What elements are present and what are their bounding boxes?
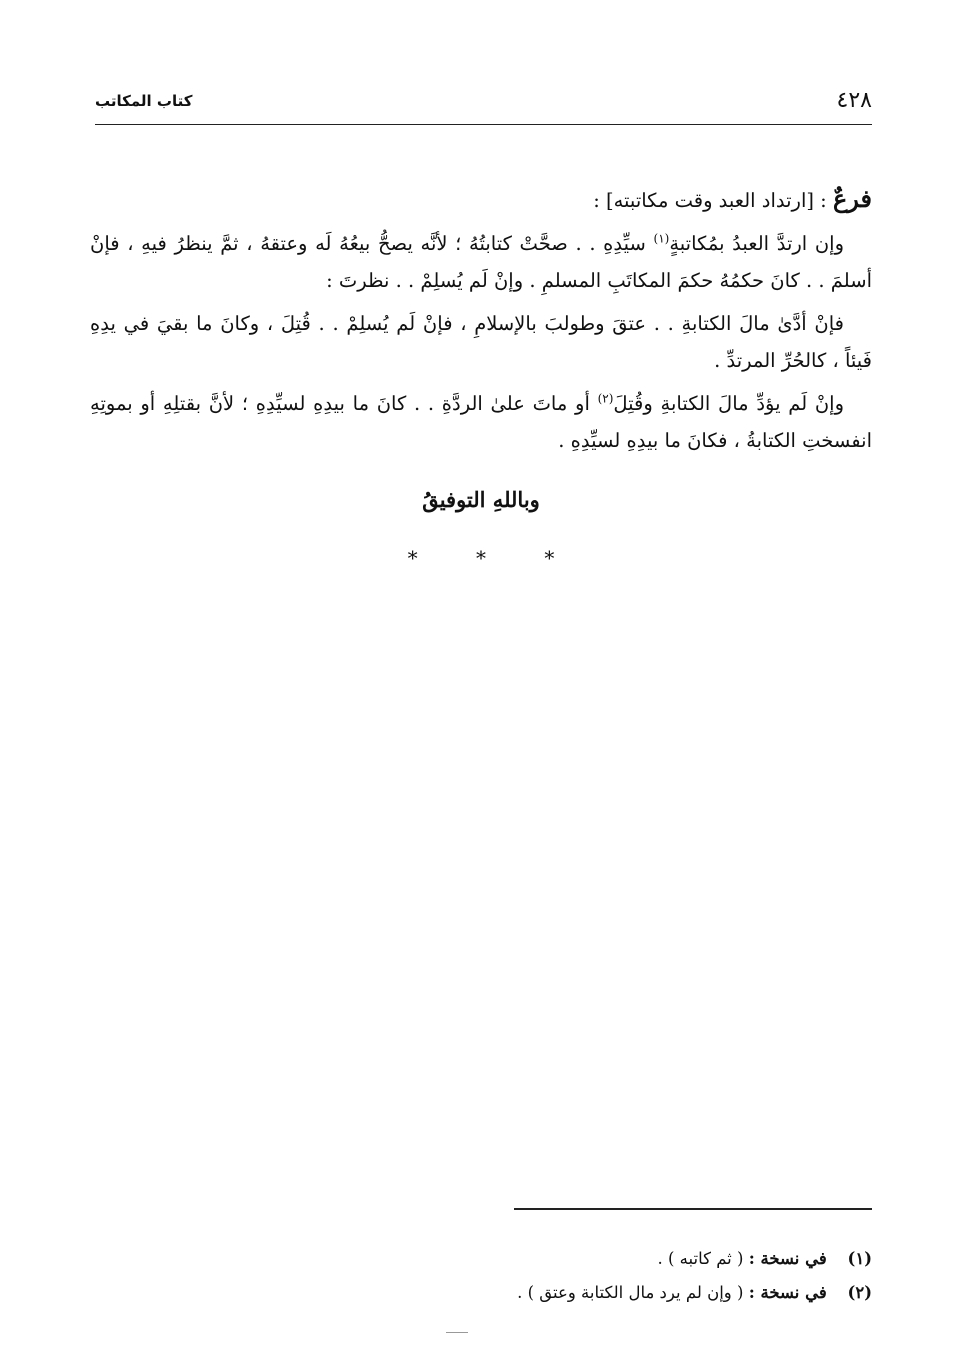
footnote-label: في نسخة : — [748, 1283, 827, 1302]
header-divider — [95, 124, 872, 125]
main-text — [90, 180, 872, 577]
footnote-text: ( وإن لم يرد مال الكتابة وعتق ) . — [517, 1283, 744, 1302]
footnote-text: ( ثم كاتبه ) . — [657, 1249, 744, 1268]
page-header — [95, 86, 872, 126]
paragraph-text: سيِّدِهِ . . صحَّتْ كتابتُهُ ؛ لأنَّه يصحُّ بيعُهُ لَه وعتقهُ ، ثمَّ ينظرُ فيهِ ، فإنْ أسلمَ . . كانَ حكمُهُ حكمَ المكاتَبِ المسلمِ . وإنْ لَم يُسلِمْ . . نظرتَ : — [90, 232, 872, 292]
separator-stars: * * * — [407, 546, 581, 570]
paragraph-2 — [90, 305, 872, 379]
paragraph-text: أو ماتَ علىٰ الردَّةِ . . كانَ ما بيدِهِ لسيِّدِهِ ؛ لأنَّ بقتلِهِ أو بموتِهِ انفسختِ الكتابةُ ، فكانَ ما بيدِهِ لسيِّدِهِ . — [90, 392, 872, 452]
paragraph-text: وإن ارتدَّ العبدُ بمُكاتبةٍ — [669, 232, 845, 255]
paragraph-text: فإنْ أدَّىٰ مالَ الكتابةِ . . عتقَ وطولبَ بالإسلامِ ، فإنْ لَم يُسلِمْ . . قُتِلَ ، وكانَ ما بقيَ في يدِهِ فَيئاً ، كالحُرِّ المرتدِّ . — [90, 312, 872, 372]
footnote-label: في نسخة : — [748, 1249, 827, 1268]
section-heading — [90, 180, 872, 219]
section-label: فرعٌ — [832, 184, 872, 213]
section-title: : [ارتداد العبد وقت مكاتبته] : — [593, 189, 827, 212]
paragraph-3 — [90, 385, 872, 459]
footnotes — [272, 1242, 872, 1310]
footnote-number: (٢) — [847, 1283, 872, 1302]
footnote-ref: (٢) — [597, 391, 614, 406]
footnote — [272, 1276, 872, 1310]
bottom-mark — [446, 1332, 468, 1333]
page-number: ٤٢٨ — [836, 88, 872, 113]
footnote — [272, 1242, 872, 1276]
footnote-ref: (١) — [653, 231, 670, 246]
closing-phrase: وباللهِ التوفيقُ — [422, 487, 540, 512]
running-title: كتاب المكاتب — [95, 92, 193, 110]
footnote-divider — [514, 1208, 872, 1210]
footnote-number: (١) — [847, 1249, 872, 1268]
paragraph-text: وإنْ لَم يؤدِّ مالَ الكتابةِ وقُتِلَ — [613, 392, 844, 415]
paragraph-1 — [90, 225, 872, 299]
